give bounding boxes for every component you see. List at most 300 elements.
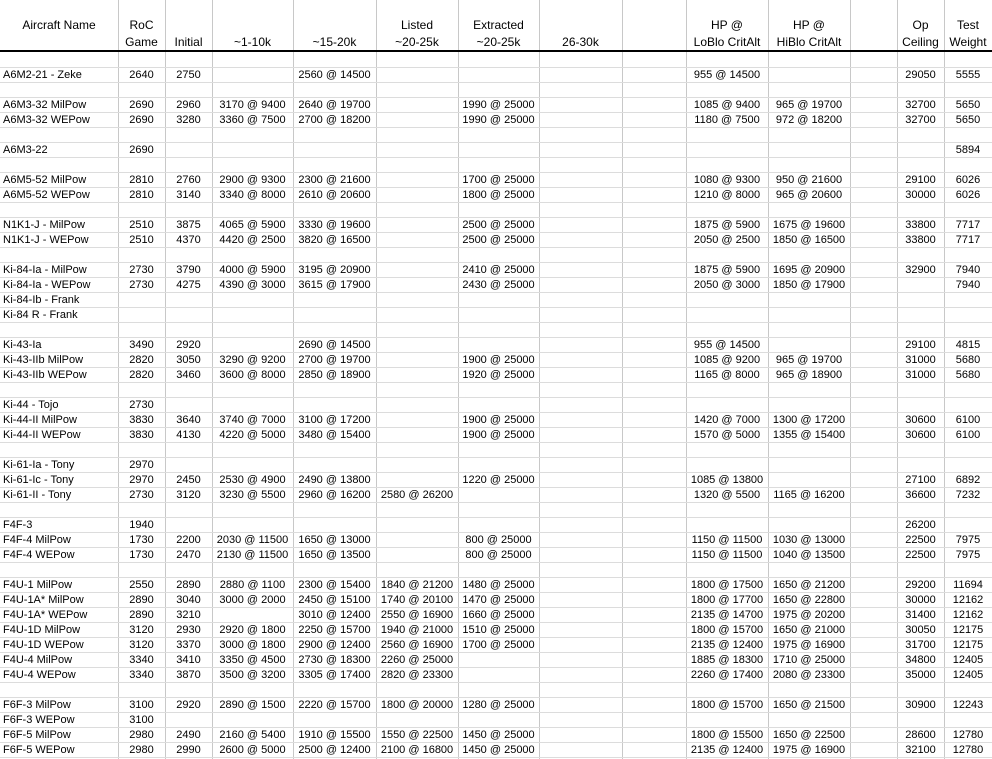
header-hplo-line2: LoBlo CritAlt xyxy=(693,35,761,49)
aircraft-name-cell: N1K1-J - WEPow xyxy=(3,234,89,246)
header-c2-line2: ~15-20k xyxy=(312,35,357,49)
table-cell: 30900 xyxy=(905,699,936,711)
table-cell: 2980 xyxy=(129,744,154,756)
header-wt-line2: Weight xyxy=(949,35,987,49)
header-hphi-line1: HP @ xyxy=(793,18,825,32)
table-cell: 12405 xyxy=(952,654,984,666)
table-cell: 3195 @ 20900 xyxy=(298,264,371,276)
table-cell: 2220 @ 15700 xyxy=(298,699,371,711)
table-cell: 12405 xyxy=(952,669,984,681)
table-cell: 1730 xyxy=(129,549,154,561)
table-cell: 7232 xyxy=(955,489,981,501)
aircraft-name-cell: F6F-5 WEPow xyxy=(3,744,75,756)
aircraft-name-cell: F6F-3 WEPow xyxy=(3,714,75,726)
table-cell: 4000 @ 5900 xyxy=(219,264,286,276)
table-cell: 4065 @ 5900 xyxy=(219,219,286,231)
header-ceil-line2: Ceiling xyxy=(902,35,939,49)
header-wt-line1: Test xyxy=(956,18,979,32)
header-ceil-line1: Op xyxy=(912,18,929,32)
table-cell: 3340 xyxy=(129,669,154,681)
table-cell: 29050 xyxy=(905,69,936,81)
table-cell: 2970 xyxy=(129,474,154,486)
aircraft-name-cell: Ki-44-II MilPow xyxy=(3,414,77,426)
table-cell: 2510 xyxy=(129,234,154,246)
aircraft-name-cell: A6M3-32 WEPow xyxy=(3,114,90,126)
table-cell: 12175 xyxy=(952,639,984,651)
aircraft-name-cell: F4U-1D WEPow xyxy=(3,639,84,651)
table-cell: 2160 @ 5400 xyxy=(219,729,286,741)
table-cell: 12175 xyxy=(952,624,984,636)
table-cell: 3350 @ 4500 xyxy=(219,654,286,666)
table-cell: 31400 xyxy=(905,609,936,621)
table-cell: 2550 @ 16900 xyxy=(380,609,454,621)
table-cell: 2500 @ 25000 xyxy=(462,234,535,246)
table-cell: 2970 xyxy=(129,459,154,471)
table-cell: 1040 @ 13500 xyxy=(772,549,846,561)
table-cell: 12780 xyxy=(952,729,984,741)
table-cell: 29100 xyxy=(905,339,936,351)
table-cell: 12162 xyxy=(952,594,984,606)
aircraft-name-cell: N1K1-J - MilPow xyxy=(3,219,85,231)
header-c26-line2: 26-30k xyxy=(562,35,599,49)
table-cell: 2920 @ 1800 xyxy=(219,624,286,636)
table-cell: 1730 xyxy=(129,534,154,546)
table-cell: 2890 xyxy=(129,609,154,621)
table-cell: 2560 @ 16900 xyxy=(380,639,454,651)
table-cell: 3280 xyxy=(176,114,201,126)
table-cell: 1280 @ 25000 xyxy=(462,699,535,711)
table-cell: 3370 xyxy=(176,639,201,651)
table-cell: 1840 @ 21200 xyxy=(380,579,454,591)
header-initial-line2: Initial xyxy=(174,35,203,49)
table-cell: 1150 @ 11500 xyxy=(691,534,763,546)
table-cell: 6892 xyxy=(955,474,981,486)
column-gridline xyxy=(539,0,540,759)
table-cell: 1940 @ 21000 xyxy=(380,624,454,636)
table-cell: 2450 @ 15100 xyxy=(298,594,371,606)
table-cell: 965 @ 19700 xyxy=(775,99,843,111)
table-cell: 2920 xyxy=(176,339,201,351)
table-cell: 3500 @ 3200 xyxy=(219,669,286,681)
table-cell: 2300 @ 21600 xyxy=(298,174,371,186)
table-cell: 2130 @ 11500 xyxy=(216,549,289,561)
table-cell: 2580 @ 26200 xyxy=(380,489,454,501)
table-cell: 1080 @ 9300 xyxy=(693,174,761,186)
table-cell: 12780 xyxy=(952,744,984,756)
table-cell: 29200 xyxy=(905,579,936,591)
table-cell: 2820 @ 23300 xyxy=(380,669,454,681)
table-cell: 31000 xyxy=(905,354,936,366)
table-cell: 4370 xyxy=(176,234,201,246)
table-cell: 972 @ 18200 xyxy=(775,114,843,126)
table-cell: 3820 @ 16500 xyxy=(298,234,371,246)
table-cell: 2200 xyxy=(176,534,201,546)
table-cell: 2510 xyxy=(129,219,154,231)
table-cell: 3640 xyxy=(176,414,201,426)
table-cell: 28600 xyxy=(905,729,936,741)
table-cell: 2990 xyxy=(176,744,201,756)
aircraft-name-cell: F4U-1A* WEPow xyxy=(3,609,88,621)
column-gridline xyxy=(622,0,623,759)
table-cell: 1165 @ 8000 xyxy=(694,369,760,381)
table-cell: 3830 xyxy=(129,414,154,426)
table-cell: 2600 @ 5000 xyxy=(219,744,286,756)
table-cell: 2500 @ 25000 xyxy=(462,219,535,231)
table-cell: 2850 @ 18900 xyxy=(298,369,371,381)
table-cell: 1650 @ 21000 xyxy=(772,624,846,636)
table-cell: 1700 @ 25000 xyxy=(462,639,535,651)
aircraft-name-cell: F6F-5 MilPow xyxy=(3,729,71,741)
table-cell: 2490 xyxy=(176,729,201,741)
table-cell: 32700 xyxy=(905,114,936,126)
header-c1-line2: ~1-10k xyxy=(233,35,272,49)
table-cell: 2690 xyxy=(129,99,154,111)
table-cell: 2050 @ 2500 xyxy=(693,234,761,246)
table-cell: 3120 xyxy=(129,624,154,636)
table-cell: 32900 xyxy=(905,264,936,276)
table-cell: 2430 @ 25000 xyxy=(462,279,535,291)
table-cell: 30600 xyxy=(905,429,936,441)
table-cell: 7717 xyxy=(955,219,981,231)
table-cell: 3830 xyxy=(129,429,154,441)
table-cell: 955 @ 14500 xyxy=(693,339,761,351)
aircraft-name-cell: F6F-3 MilPow xyxy=(3,699,71,711)
table-cell: 2560 @ 14500 xyxy=(298,69,371,81)
table-cell: 3040 xyxy=(176,594,201,606)
table-cell: 3120 xyxy=(129,639,154,651)
header-listed-line1: Listed xyxy=(400,18,434,32)
table-cell: 32700 xyxy=(905,99,936,111)
table-cell: 2920 xyxy=(176,699,201,711)
table-cell: 2690 xyxy=(129,144,154,156)
table-cell: 32100 xyxy=(905,744,936,756)
table-cell: 2810 xyxy=(129,174,154,186)
table-cell: 2960 xyxy=(176,99,201,111)
table-cell: 33800 xyxy=(905,234,936,246)
table-cell: 2900 @ 9300 xyxy=(219,174,286,186)
table-cell: 2810 xyxy=(129,189,154,201)
table-cell: 1900 @ 25000 xyxy=(462,429,535,441)
table-cell: 1570 @ 5000 xyxy=(693,429,761,441)
table-cell: 2700 @ 19700 xyxy=(298,354,371,366)
table-cell: 36600 xyxy=(905,489,936,501)
table-cell: 3170 @ 9400 xyxy=(219,99,286,111)
table-cell: 3100 @ 17200 xyxy=(298,414,371,426)
table-cell: 2260 @ 25000 xyxy=(380,654,454,666)
table-cell: 5680 xyxy=(955,354,981,366)
table-cell: 2700 @ 18200 xyxy=(298,114,371,126)
table-cell: 955 @ 14500 xyxy=(693,69,761,81)
table-cell: 2690 xyxy=(129,114,154,126)
table-cell: 1480 @ 25000 xyxy=(462,579,535,591)
table-cell: 1975 @ 16900 xyxy=(772,744,846,756)
table-cell: 1650 @ 21200 xyxy=(772,579,846,591)
aircraft-name-cell: F4F-3 xyxy=(3,519,33,531)
table-cell: 2960 @ 16200 xyxy=(298,489,371,501)
table-cell: 2500 @ 12400 xyxy=(298,744,371,756)
header-listed-line2: ~20-25k xyxy=(395,35,439,49)
table-cell: 1900 @ 25000 xyxy=(462,354,535,366)
table-cell: 26200 xyxy=(905,519,936,531)
table-cell: 31700 xyxy=(905,639,936,651)
table-cell: 5680 xyxy=(955,369,981,381)
table-cell: 4420 @ 2500 xyxy=(219,234,286,246)
table-cell: 1990 @ 25000 xyxy=(462,99,535,111)
table-cell: 1975 @ 20200 xyxy=(772,609,846,621)
table-cell: 1420 @ 7000 xyxy=(693,414,761,426)
table-cell: 1085 @ 13800 xyxy=(690,474,764,486)
table-cell: 5650 xyxy=(955,99,981,111)
table-cell: 3600 @ 8000 xyxy=(219,369,286,381)
table-cell: 3340 @ 8000 xyxy=(219,189,286,201)
aircraft-name-cell: F4U-1D MilPow xyxy=(3,624,81,636)
table-cell: 3490 xyxy=(129,339,154,351)
table-cell: 1300 @ 17200 xyxy=(772,414,846,426)
table-cell: 1450 @ 25000 xyxy=(462,744,535,756)
table-cell: 2490 @ 13800 xyxy=(298,474,371,486)
table-cell: 2880 @ 1100 xyxy=(219,579,286,591)
aircraft-name-cell: Ki-61-Ia - Tony xyxy=(3,459,75,471)
table-cell: 5894 xyxy=(955,144,981,156)
table-cell: 2530 @ 4900 xyxy=(219,474,286,486)
table-cell: 12162 xyxy=(952,609,984,621)
table-cell: 1900 @ 25000 xyxy=(462,414,535,426)
table-cell: 1675 @ 19600 xyxy=(772,219,846,231)
table-cell: 1875 @ 5900 xyxy=(693,264,761,276)
table-cell: 1910 @ 15500 xyxy=(298,729,371,741)
header-roc-line1: RoC xyxy=(129,18,154,32)
table-cell: 965 @ 20600 xyxy=(775,189,843,201)
aircraft-name-cell: Ki-61-Ic - Tony xyxy=(3,474,74,486)
table-cell: 4220 @ 5000 xyxy=(219,429,286,441)
table-cell: 22500 xyxy=(905,549,936,561)
aircraft-name-cell: F4U-1A* MilPow xyxy=(3,594,84,606)
table-cell: 965 @ 19700 xyxy=(775,354,843,366)
table-cell: 1355 @ 15400 xyxy=(772,429,846,441)
table-cell: 1800 @ 15700 xyxy=(690,624,764,636)
table-cell: 1885 @ 18300 xyxy=(690,654,764,666)
table-cell: 950 @ 21600 xyxy=(775,174,843,186)
table-cell: 1450 @ 25000 xyxy=(462,729,535,741)
aircraft-name-cell: A6M2-21 - Zeke xyxy=(3,69,82,81)
table-cell: 1710 @ 25000 xyxy=(772,654,846,666)
table-cell: 2750 xyxy=(176,69,201,81)
table-cell: 1150 @ 11500 xyxy=(691,549,763,561)
header-extracted-line2: ~20-25k xyxy=(476,35,521,49)
table-cell: 5650 xyxy=(955,114,981,126)
column-gridline xyxy=(850,0,851,759)
table-cell: 1850 @ 16500 xyxy=(772,234,846,246)
table-cell: 34800 xyxy=(905,654,936,666)
table-cell: 2135 @ 12400 xyxy=(690,744,764,756)
table-cell: 3410 xyxy=(176,654,201,666)
table-cell: 3480 @ 15400 xyxy=(298,429,371,441)
aircraft-name-cell: Ki-84-Ia - WEPow xyxy=(3,279,91,291)
aircraft-name-cell: F4U-1 MilPow xyxy=(3,579,73,591)
table-cell: 2760 xyxy=(176,174,201,186)
table-cell: 1470 @ 25000 xyxy=(462,594,535,606)
table-cell: 1800 @ 15700 xyxy=(690,699,764,711)
table-cell: 3330 @ 19600 xyxy=(298,219,371,231)
table-cell: 2890 xyxy=(129,594,154,606)
table-cell: 1220 @ 25000 xyxy=(462,474,535,486)
table-cell: 11694 xyxy=(953,579,983,591)
table-cell: 3010 @ 12400 xyxy=(298,609,371,621)
table-cell: 1800 @ 17500 xyxy=(690,579,764,591)
table-cell: 2820 xyxy=(129,354,154,366)
table-cell: 1165 @ 16200 xyxy=(773,489,845,501)
table-cell: 6026 xyxy=(955,189,981,201)
header-roc-line2: Game xyxy=(125,35,158,49)
table-cell: 7975 xyxy=(955,534,981,546)
table-cell: 1975 @ 16900 xyxy=(772,639,846,651)
table-cell: 2100 @ 16800 xyxy=(380,744,454,756)
table-cell: 2640 xyxy=(129,69,154,81)
table-cell: 2730 xyxy=(129,279,154,291)
table-cell: 3050 xyxy=(176,354,201,366)
table-cell: 3230 @ 5500 xyxy=(219,489,286,501)
aircraft-name-cell: F4F-4 MilPow xyxy=(3,534,71,546)
table-cell: 12243 xyxy=(952,699,984,711)
table-cell: 2050 @ 3000 xyxy=(693,279,761,291)
table-cell: 1320 @ 5500 xyxy=(693,489,761,501)
table-cell: 1800 @ 20000 xyxy=(380,699,454,711)
table-cell: 2135 @ 12400 xyxy=(690,639,764,651)
table-cell: 2260 @ 17400 xyxy=(690,669,764,681)
table-cell: 3290 @ 9200 xyxy=(219,354,286,366)
table-cell: 3790 xyxy=(176,264,201,276)
row-gridline xyxy=(0,322,992,323)
table-cell: 3100 xyxy=(129,714,154,726)
aircraft-name-cell: Ki-84-Ia - MilPow xyxy=(3,264,87,276)
header-hphi-line2: HiBlo CritAlt xyxy=(776,35,842,49)
aircraft-name-cell: F4U-4 MilPow xyxy=(3,654,73,666)
aircraft-name-cell: A6M5-52 MilPow xyxy=(3,174,87,186)
table-cell: 1510 @ 25000 xyxy=(462,624,535,636)
table-cell: 2470 xyxy=(176,549,201,561)
table-cell: 1650 @ 13500 xyxy=(298,549,371,561)
table-cell: 3870 xyxy=(176,669,201,681)
aircraft-name-cell: Ki-44-II WEPow xyxy=(3,429,81,441)
table-cell: 2930 xyxy=(176,624,201,636)
table-cell: 3100 xyxy=(129,699,154,711)
table-cell: 2820 xyxy=(129,369,154,381)
table-cell: 2610 @ 20600 xyxy=(298,189,371,201)
table-cell: 3740 @ 7000 xyxy=(219,414,286,426)
table-cell: 27100 xyxy=(905,474,936,486)
table-cell: 2135 @ 14700 xyxy=(690,609,764,621)
table-cell: 6026 xyxy=(955,174,981,186)
table-cell: 965 @ 18900 xyxy=(775,369,843,381)
table-cell: 2550 xyxy=(129,579,154,591)
table-cell: 30050 xyxy=(905,624,936,636)
table-cell: 1800 @ 15500 xyxy=(690,729,764,741)
table-cell: 1800 @ 17700 xyxy=(690,594,764,606)
table-cell: 1920 @ 25000 xyxy=(462,369,535,381)
table-cell: 2300 @ 15400 xyxy=(298,579,371,591)
table-cell: 2900 @ 12400 xyxy=(298,639,371,651)
table-cell: 6100 xyxy=(955,414,981,426)
table-cell: 35000 xyxy=(905,669,936,681)
table-cell: 1940 xyxy=(129,519,154,531)
aircraft-name-cell: Ki-84-Ib - Frank xyxy=(3,294,80,306)
table-cell: 31000 xyxy=(905,369,936,381)
table-cell: 2450 xyxy=(176,474,201,486)
table-cell: 1030 @ 13000 xyxy=(772,534,846,546)
table-cell: 1650 @ 13000 xyxy=(298,534,371,546)
aircraft-name-cell: Ki-61-II - Tony xyxy=(3,489,72,501)
table-cell: 2730 xyxy=(129,264,154,276)
table-cell: 7717 xyxy=(955,234,981,246)
table-cell: 3000 @ 2000 xyxy=(219,594,286,606)
table-cell: 30000 xyxy=(905,594,936,606)
table-cell: 1740 @ 20100 xyxy=(380,594,454,606)
table-cell: 6100 xyxy=(955,429,981,441)
header-name-line1: Aircraft Name xyxy=(22,18,96,32)
table-cell: 3460 xyxy=(176,369,201,381)
table-cell: 2640 @ 19700 xyxy=(298,99,371,111)
table-cell: 3305 @ 17400 xyxy=(298,669,371,681)
aircraft-name-cell: A6M3-32 MilPow xyxy=(3,99,87,111)
header-extracted-line1: Extracted xyxy=(473,18,524,32)
table-cell: 1800 @ 25000 xyxy=(462,189,535,201)
table-cell: 4130 xyxy=(176,429,201,441)
aircraft-name-cell: A6M5-52 WEPow xyxy=(3,189,90,201)
table-cell: 3875 xyxy=(176,219,201,231)
table-cell: 30600 xyxy=(905,414,936,426)
table-cell: 3210 xyxy=(176,609,201,621)
table-cell: 4390 @ 3000 xyxy=(219,279,286,291)
table-cell: 3120 xyxy=(176,489,201,501)
aircraft-name-cell: Ki-44 - Tojo xyxy=(3,399,59,411)
table-cell: 3000 @ 1800 xyxy=(219,639,286,651)
table-cell: 4815 xyxy=(955,339,981,351)
table-cell: 1695 @ 20900 xyxy=(772,264,846,276)
table-cell: 30000 xyxy=(905,189,936,201)
header-hplo-line1: HP @ xyxy=(711,18,743,32)
aircraft-name-cell: Ki-84 R - Frank xyxy=(3,309,78,321)
table-cell: 2730 @ 18300 xyxy=(298,654,371,666)
table-cell: 3340 xyxy=(129,654,154,666)
table-cell: 800 @ 25000 xyxy=(465,534,532,546)
table-cell: 22500 xyxy=(905,534,936,546)
table-cell: 1210 @ 8000 xyxy=(693,189,761,201)
table-cell: 2890 @ 1500 xyxy=(219,699,286,711)
table-cell: 1660 @ 25000 xyxy=(462,609,535,621)
row-gridline xyxy=(0,307,992,308)
table-cell: 5555 xyxy=(955,69,981,81)
table-cell: 1990 @ 25000 xyxy=(462,114,535,126)
table-cell: 33800 xyxy=(905,219,936,231)
table-cell: 3140 xyxy=(176,189,201,201)
table-cell: 1085 @ 9400 xyxy=(693,99,761,111)
aircraft-name-cell: F4U-4 WEPow xyxy=(3,669,76,681)
aircraft-name-cell: A6M3-22 xyxy=(3,144,48,156)
aircraft-name-cell: Ki-43-IIb WEPow xyxy=(3,369,87,381)
table-cell: 3615 @ 17900 xyxy=(298,279,371,291)
table-cell: 7975 xyxy=(955,549,981,561)
table-cell: 1180 @ 7500 xyxy=(694,114,760,126)
table-cell: 1085 @ 9200 xyxy=(693,354,761,366)
table-cell: 2730 xyxy=(129,489,154,501)
aircraft-name-cell: Ki-43-Ia xyxy=(3,339,42,351)
table-cell: 29100 xyxy=(905,174,936,186)
table-cell: 2080 @ 23300 xyxy=(772,669,846,681)
table-cell: 2030 @ 11500 xyxy=(216,534,289,546)
table-cell: 7940 xyxy=(955,264,981,276)
table-cell: 800 @ 25000 xyxy=(465,549,532,561)
table-cell: 1650 @ 21500 xyxy=(772,699,846,711)
